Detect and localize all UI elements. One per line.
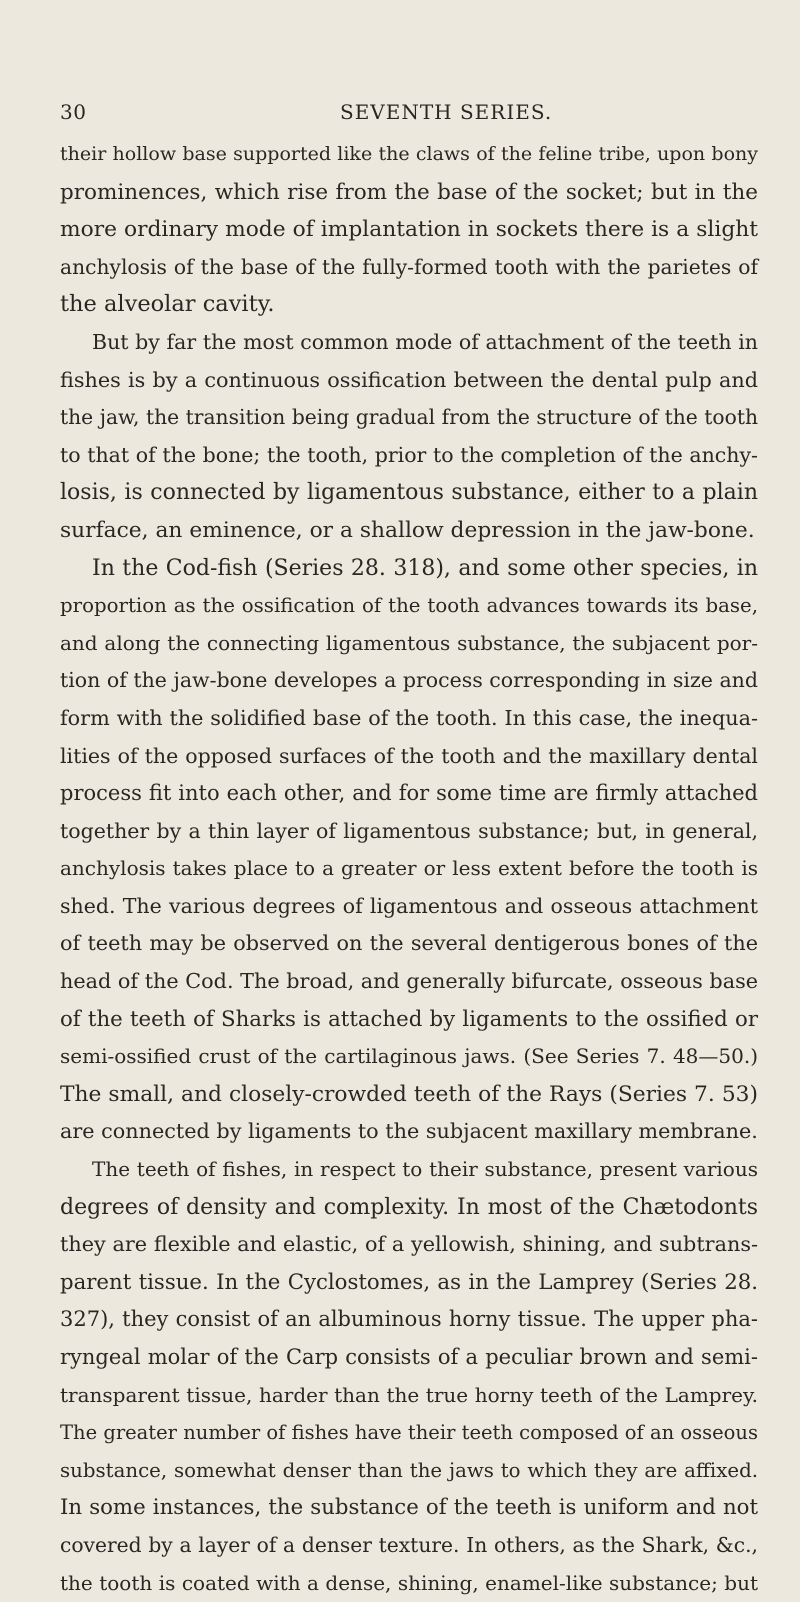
- text-line: anchylosis takes place to a greater or less extent before the tooth is: [60, 856, 758, 881]
- text-line: process fit into each other, and for some time are firmly attached: [60, 781, 758, 806]
- text-line: the alveolar cavity.: [60, 291, 275, 318]
- text-line: more ordinary mode of implantation in sockets there is a slight: [60, 217, 758, 243]
- text-line: proportion as the ossification of the tooth advances towards its base,: [60, 594, 758, 618]
- text-line: In the Cod-fish (Series 28. 318), and some other species, in: [92, 555, 758, 581]
- text-line: anchylosis of the base of the fully-formed tooth with the parietes of: [60, 254, 758, 279]
- text-line: degrees of density and complexity. In most of the Chætodonts: [60, 1194, 758, 1220]
- running-head: [60, 96, 758, 128]
- text-line: to that of the bone; the tooth, prior to the completion of the anchy-: [60, 442, 758, 467]
- text-line: shed. The various degrees of ligamentous and osseous attachment: [60, 893, 758, 918]
- text-line: of the teeth of Sharks is attached by ligaments to the ossified or: [60, 1006, 758, 1032]
- text-line: The greater number of fishes have their teeth composed of an osseous: [60, 1421, 758, 1445]
- text-line: lities of the opposed surfaces of the tooth and the maxillary dental: [60, 743, 758, 768]
- text-line: of teeth may be observed on the several dentigerous bones of the: [60, 931, 758, 956]
- text-line: tion of the jaw-bone developes a process corresponding in size and: [60, 668, 758, 693]
- text-line: The small, and closely-crowded teeth of the Rays (Series 7. 53): [60, 1081, 758, 1107]
- text-line: But by far the most common mode of attachment of the teeth in: [92, 329, 758, 354]
- text-line: In some instances, the substance of the teeth is uniform and not: [60, 1495, 758, 1521]
- text-line: ryngeal molar of the Carp consists of a peculiar brown and semi-: [60, 1345, 758, 1369]
- text-line: the tooth is coated with a dense, shining, enamel-like substance; but: [60, 1570, 758, 1595]
- text-line: form with the solidified base of the tooth. In this case, the inequa-: [60, 705, 758, 730]
- text-line: 327), they consist of an albuminous horny tissue. The upper pha-: [60, 1307, 758, 1332]
- text-line: surface, an eminence, or a shallow depression in the jaw-bone.: [60, 517, 755, 543]
- series-title: SEVENTH SERIES.: [340, 100, 553, 124]
- text-line: they are flexible and elastic, of a yellowish, shining, and subtrans-: [60, 1232, 758, 1257]
- text-line: fishes is by a continuous ossification between the dental pulp and: [60, 367, 758, 392]
- text-line: semi-ossified crust of the cartilaginous jaws. (See Series 7. 48—50.): [60, 1044, 758, 1069]
- text-line: their hollow base supported like the claws of the feline tribe, upon bony: [60, 143, 758, 165]
- text-line: parent tissue. In the Cyclostomes, as in the Lamprey (Series 28.: [60, 1269, 758, 1295]
- text-line: prominences, which rise from the base of the socket; but in the: [60, 179, 758, 205]
- text-line: together by a thin layer of ligamentous substance; but, in general,: [60, 818, 758, 843]
- text-line: head of the Cod. The broad, and generally bifurcate, osseous base: [60, 969, 758, 994]
- body-text: [60, 136, 758, 1602]
- text-line: are connected by ligaments to the subjacent maxillary membrane.: [60, 1119, 758, 1144]
- text-line: and along the connecting ligamentous substance, the subjacent por-: [60, 630, 758, 655]
- text-line: covered by a layer of a denser texture. In others, as the Shark, &c.,: [60, 1532, 758, 1557]
- text-line: transparent tissue, harder than the true horny teeth of the Lamprey.: [60, 1382, 758, 1407]
- text-line: the jaw, the transition being gradual from the structure of the tooth: [60, 405, 758, 430]
- text-line: substance, somewhat denser than the jaws to which they are affixed.: [60, 1458, 758, 1482]
- page-number: 30: [60, 100, 87, 124]
- text-line: The teeth of fishes, in respect to their substance, present various: [92, 1157, 758, 1182]
- text-line: losis, is connected by ligamentous substance, either to a plain: [60, 480, 758, 506]
